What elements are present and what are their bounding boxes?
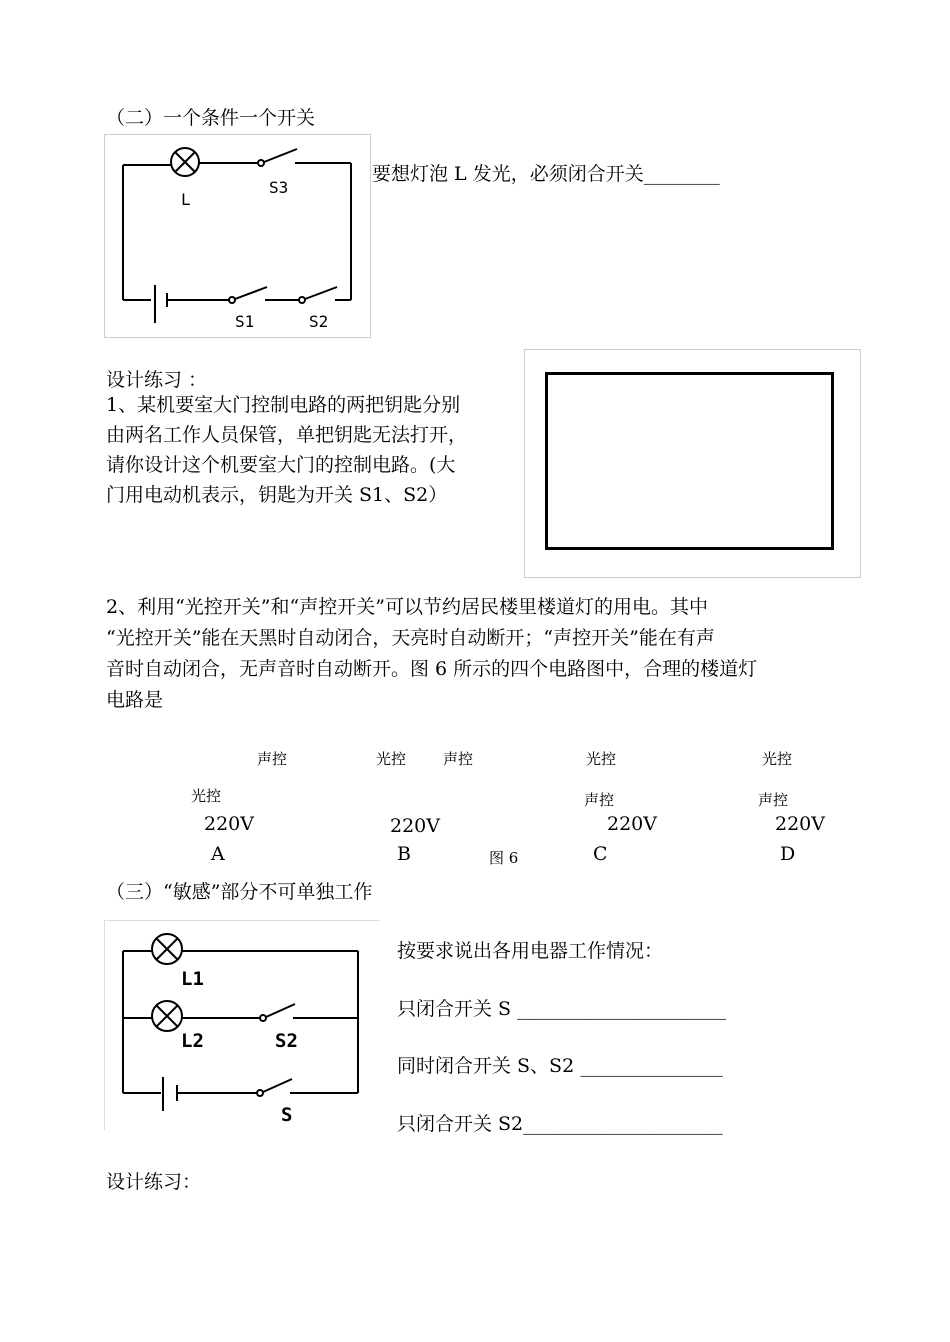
- lamp-label-l1: L1: [181, 968, 204, 990]
- design-line: 请你设计这个机要室大门的控制电路。(大: [106, 454, 456, 476]
- question-s-and-s2: 同时闭合开关 S、S2 _______________: [397, 1055, 723, 1077]
- question-2-text: [106, 592, 866, 716]
- circuit-diagram-2: [104, 920, 380, 1130]
- fig6-d-sound-label: 声控: [758, 791, 789, 809]
- question-lamp-switch: 要想灯泡 L 发光，必须闭合开关________: [372, 163, 720, 185]
- fig6-option-c: C: [593, 843, 608, 865]
- circuit-diagram-1: [104, 134, 371, 338]
- design-practice-heading-2: 设计练习：: [106, 1171, 202, 1193]
- fig6-c-light-label: 光控: [586, 750, 617, 768]
- fig6-b-sound-label: 声控: [443, 750, 474, 768]
- question-line: “光控开关”能在天黑时自动闭合，天亮时自动断开；“声控开关”能在有声: [106, 627, 715, 649]
- lamp-label-l: L: [181, 190, 191, 209]
- question-line: 电路是: [106, 689, 164, 711]
- fig6-a-sound-label: 声控: [257, 750, 288, 768]
- fig6-caption: 图 6: [489, 849, 519, 867]
- fig6-d-light-label: 光控: [762, 750, 793, 768]
- fig6-option-a: A: [211, 843, 225, 865]
- lamp-label-l2: L2: [181, 1030, 204, 1052]
- fig6-d-voltage: 220V: [775, 813, 825, 835]
- section-heading-2: （二）一个条件一个开关: [106, 107, 316, 129]
- question-only-s2: 只闭合开关 S2_____________________: [397, 1113, 723, 1135]
- section3-intro: 按要求说出各用电器工作情况：: [397, 940, 664, 962]
- switch-label-s3: S3: [269, 178, 289, 197]
- answer-box: [545, 372, 834, 550]
- fig6-c-sound-label: 声控: [584, 791, 615, 809]
- fig6-a-light-label: 光控: [191, 787, 222, 805]
- design-line: 由两名工作人员保管，单把钥匙无法打开，: [106, 424, 468, 446]
- fig6-option-d: D: [780, 843, 796, 865]
- fig6-b-voltage: 220V: [390, 815, 440, 837]
- fig6-b-light-label: 光控: [376, 750, 407, 768]
- section-heading-3: （三）“敏感”部分不可单独工作: [106, 881, 373, 903]
- switch-label-s1: S1: [235, 312, 255, 331]
- switch-label-s: S: [281, 1104, 293, 1126]
- fig6-option-b: B: [397, 843, 411, 865]
- design-practice-1-text: [106, 390, 516, 510]
- fig6-c-voltage: 220V: [607, 813, 657, 835]
- fig6-a-voltage: 220V: [204, 813, 254, 835]
- question-line: 2、利用“光控开关”和“声控开关”可以节约居民楼里楼道灯的用电。其中: [106, 596, 708, 618]
- design-line: 门用电动机表示，钥匙为开关 S1、S2）: [106, 484, 448, 506]
- question-only-s: 只闭合开关 S ______________________: [397, 998, 727, 1020]
- switch-label-s2: S2: [275, 1030, 298, 1052]
- design-line: 1、某机要室大门控制电路的两把钥匙分别: [106, 394, 461, 416]
- answer-box-frame: [524, 349, 861, 578]
- switch-label-s2: S2: [309, 312, 329, 331]
- question-line: 音时自动闭合，无声音时自动断开。图 6 所示的四个电路图中，合理的楼道灯: [106, 658, 758, 680]
- design-practice-heading-1: 设计练习 ：: [106, 369, 208, 391]
